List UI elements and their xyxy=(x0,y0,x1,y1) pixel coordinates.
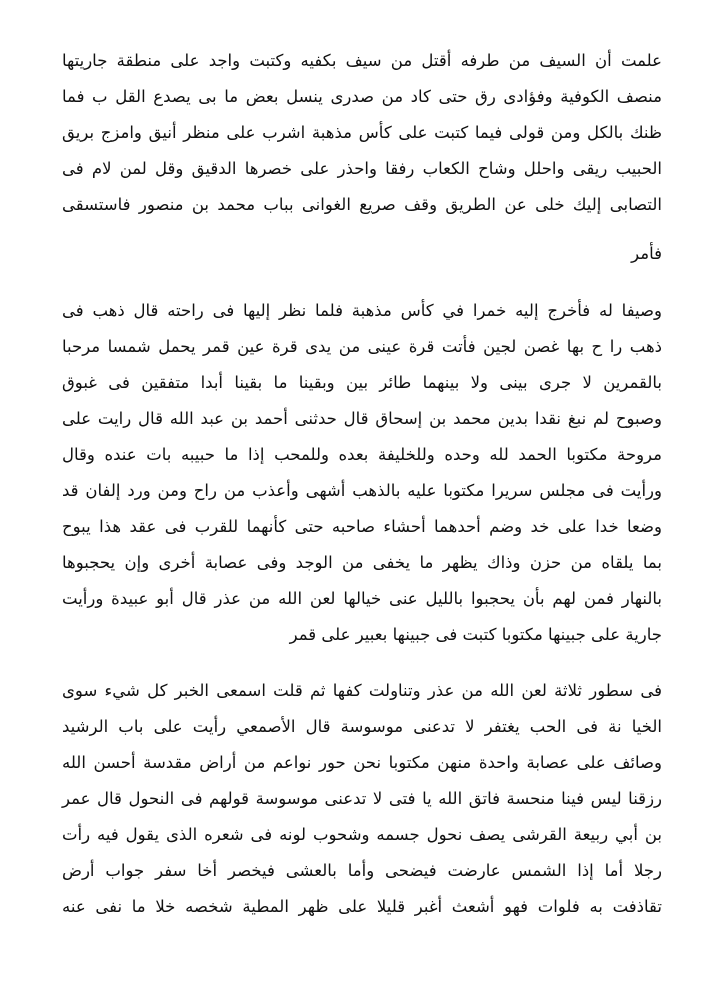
text-line: فأمر xyxy=(631,244,662,263)
text-line: وصبوح لم نبغ نقدا بدين محمد بن إسحاق قال حدثنى أحمد بن عبد الله قال رايت على xyxy=(62,409,662,428)
text-line: فى سطور ثلاثة لعن الله من عذر وتناولت كفها ثم قلت اسمعى الخبر كل شيء سوى xyxy=(62,681,662,700)
text-line: بالقمرين لا جرى بينى ولا بينهما طائر بين وبقينا ما بقينا أبدا متفقين فى غبوق xyxy=(62,373,662,392)
text-line: رجلا أما إذا الشمس عارضت فيضحى وأما بالعشى فيخصر أخا سفر جواب أرض xyxy=(62,861,662,880)
text-line: رزقنا ليس فينا منحسة فاتق الله يا فتى لا تدعنى موسوسة قولهم فى النحول قال عمر xyxy=(62,789,662,808)
text-line: بالنهار فمن لهم بأن يحجبوا بالليل عنى خيالها لعن الله من عذر قال أبو عبيدة ورأيت xyxy=(62,589,662,608)
text-line: وصيفا له فأخرج إليه خمرا في كأس مذهبة فلما نظر إليها فى راحته قال ذهب فى xyxy=(62,301,662,320)
text-line: الخيا نة فى الحب يغتفر لا تدعنى موسوسة قال الأصمعي رأيت على باب الرشيد xyxy=(62,717,662,736)
text-line: منصف الكوفية وفؤادى رق حتى كاد من صدرى ينسل بعض ما بى يصدع القل ب فما xyxy=(62,87,662,106)
text-line: ظنك بالكل ومن قولى فيما كتبت على كأس مذهبة اشرب على منظر أنيق وامزج بريق xyxy=(62,123,662,142)
text-line: مروحة مكتوبا الحمد لله وحده وللخليفة بعده وللمحب إذا ما حبيبه بات عنده وقال xyxy=(62,445,662,464)
text-line: تقاذفت به فلوات فهو أشعث أغبر قليلا على ظهر المطية شخصه خلا ما نفى عنه xyxy=(62,897,662,916)
text-line: التصابى إليك خلى عن الطريق وقف صريع الغوانى بباب محمد بن منصور فاستسقى xyxy=(62,195,662,214)
text-line: وضعا خدا على خد وضم أحدهما أحشاء صاحبه حتى كأنهما للقرب فى عقد هذا يبوح xyxy=(62,517,662,536)
text-line: وصائف على عصابة واحدة منهن مكتوبا نحن حور نواعم من أراض مقدسة أحسن الله xyxy=(62,753,662,772)
text-line: بن أبي ربيعة القرشى يصف نحول جسمه وشحوب لونه فى شعره الذى يقول فيه رأت xyxy=(62,825,662,844)
text-line: ذهب را ح بها غصن لجين فأتت قرة عينى من يدى قرة عين قمر يحمل شمسا مرحبا xyxy=(62,337,662,356)
text-line: علمت أن السيف من طرفه أقتل من سيف بكفيه وكتبت واجد على منطقة جاريتها xyxy=(62,51,662,70)
text-line: ورأيت فى مجلس سريرا مكتوبا عليه بالذهب أشهى وأعذب من راح ومن ورد إلفان قد xyxy=(62,481,662,500)
text-line: بما يلقاه من حزن وذاك يظهر ما يخفى من الوجد وفى عصابة أخرى وإن يحجبوها xyxy=(62,553,662,572)
text-line: جارية على جبينها مكتوبا كتبت فى جبينها بعبير على قمر xyxy=(289,625,662,644)
text-line: الحبيب ريقى واحلل وشاح الكعاب رفقا واحذر على خصرها الدقيق وقل لمن لام فى xyxy=(62,159,662,178)
